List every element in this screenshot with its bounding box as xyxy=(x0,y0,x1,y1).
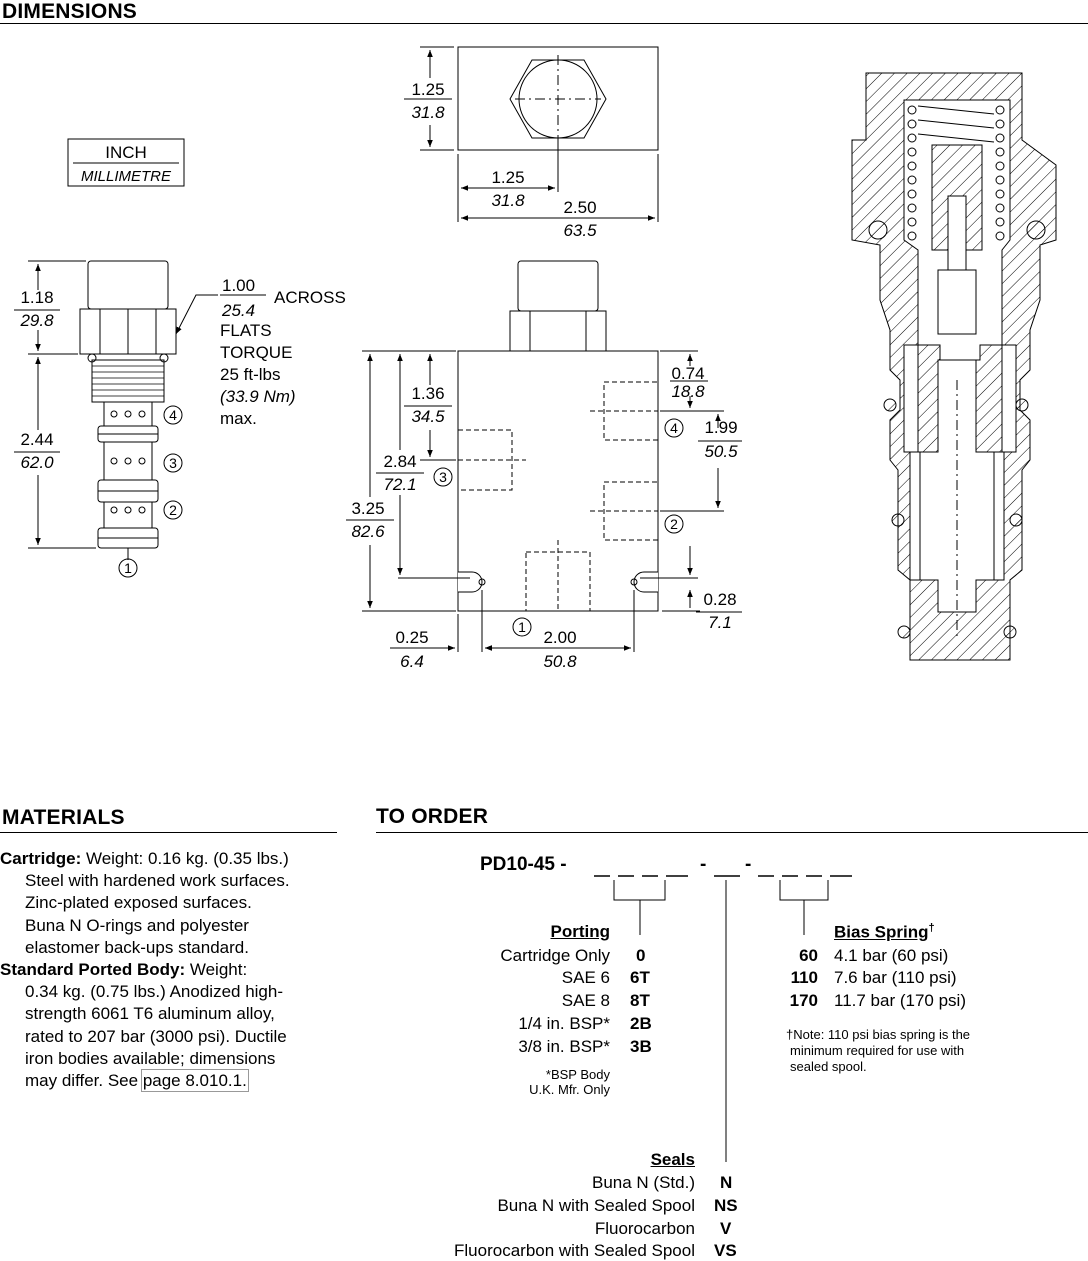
torque-max: max. xyxy=(220,409,257,428)
dim-cart-top-mm: 29.8 xyxy=(20,311,54,330)
svg-text:2: 2 xyxy=(169,502,177,518)
porting-option-label: SAE 8 xyxy=(561,991,610,1010)
body-line: strength 6061 T6 aluminum alloy, xyxy=(25,1004,275,1024)
dim-028-in: 0.28 xyxy=(703,590,737,609)
dim-028-mm: 7.1 xyxy=(708,613,732,632)
dim-flats-in: 1.00 xyxy=(222,276,256,295)
torque-value: 25 ft-lbs xyxy=(220,365,281,384)
porting-option-code: 2B xyxy=(630,1014,652,1033)
svg-text:3: 3 xyxy=(439,469,447,485)
dim-074-mm: 18.8 xyxy=(671,382,705,401)
bias-dagger: † xyxy=(928,922,935,934)
dim-199-in: 1.99 xyxy=(704,418,738,437)
bias-note-line: sealed spool. xyxy=(790,1059,867,1074)
dim-199-mm: 50.5 xyxy=(704,442,738,461)
svg-text:4: 4 xyxy=(169,407,177,423)
port-marker-2-cartridge xyxy=(164,501,182,519)
materials-header: MATERIALS xyxy=(2,806,125,829)
seals-option-label: Buna N with Sealed Spool xyxy=(497,1196,695,1215)
port-marker-4-cartridge xyxy=(164,406,182,424)
porting-option-code: 8T xyxy=(630,991,650,1010)
dim-136-mm: 34.5 xyxy=(411,407,445,426)
seals-option-label: Fluorocarbon xyxy=(594,1219,695,1238)
dim-top-halfwidth-mm: 31.8 xyxy=(491,191,525,210)
bias-option-code: 110 xyxy=(790,968,818,987)
code-dash-2: - xyxy=(745,854,752,875)
body-weight: Weight: xyxy=(185,960,248,980)
svg-text:1: 1 xyxy=(518,619,526,635)
body-line: rated to 207 bar (3000 psi). Ductile xyxy=(25,1026,287,1046)
seals-option-code: V xyxy=(720,1219,732,1238)
cartridge-line: Steel with hardened work surfaces. xyxy=(25,871,290,891)
body-last-line: may differ. See xyxy=(25,1071,143,1091)
porting-option-label: 3/8 in. BSP* xyxy=(518,1037,610,1056)
bsp-note-2: U.K. Mfr. Only xyxy=(529,1082,610,1097)
flats-label: FLATS xyxy=(220,321,272,340)
cartridge-line: Buna N O-rings and polyester xyxy=(25,915,249,935)
bias-option-label: 11.7 bar (170 psi) xyxy=(834,991,966,1010)
bias-option-code: 60 xyxy=(799,946,818,965)
bias-note-line: †Note: 110 psi bias spring is the xyxy=(786,1027,971,1042)
dim-top-width-in: 2.50 xyxy=(563,198,597,217)
page-reference-link[interactable]: page 8.010.1. xyxy=(142,1071,247,1091)
porting-option-code: 0 xyxy=(636,946,646,965)
bias-note-line: minimum required for use with xyxy=(790,1043,965,1058)
bias-option-code: 170 xyxy=(789,991,818,1010)
seals-option-code: VS xyxy=(714,1241,737,1260)
dimensions-header: DIMENSIONS xyxy=(2,0,138,23)
legend-inch: INCH xyxy=(105,143,147,162)
port-marker-2-body xyxy=(665,515,683,533)
dim-325-mm: 82.6 xyxy=(351,522,385,541)
dim-cart-len-in: 2.44 xyxy=(20,430,54,449)
bias-option-label: 7.6 bar (110 psi) xyxy=(834,968,957,987)
dim-025-mm: 6.4 xyxy=(400,652,424,671)
porting-option-code: 6T xyxy=(630,968,650,987)
seals-option-code: NS xyxy=(714,1196,738,1215)
cartridge-line: Zinc-plated exposed surfaces. xyxy=(25,893,252,913)
port-marker-4-body xyxy=(665,419,683,437)
dim-074-in: 0.74 xyxy=(671,364,705,383)
port-marker-1-body xyxy=(513,618,531,636)
svg-text:2: 2 xyxy=(670,516,678,532)
dim-top-height-mm: 31.8 xyxy=(411,103,445,122)
bias-option-label: 4.1 bar (60 psi) xyxy=(834,946,949,965)
cartridge-cross-section xyxy=(852,73,1056,660)
dim-136-in: 1.36 xyxy=(411,384,445,403)
dim-284-mm: 72.1 xyxy=(383,475,417,494)
dim-200-mm: 50.8 xyxy=(543,652,577,671)
dim-200-in: 2.00 xyxy=(543,628,577,647)
body-label: Standard Ported Body: xyxy=(0,960,186,980)
porting-option-label: SAE 6 xyxy=(561,968,610,987)
bsp-note-1: *BSP Body xyxy=(545,1067,610,1082)
port-marker-3-cartridge xyxy=(164,454,182,472)
body-line: 0.34 kg. (0.75 lbs.) Anodized high- xyxy=(25,982,283,1002)
body-line: iron bodies available; dimensions xyxy=(25,1048,276,1068)
seals-title: Seals xyxy=(650,1150,695,1169)
to-order-header: TO ORDER xyxy=(376,805,489,828)
svg-text:1: 1 xyxy=(124,560,132,576)
dim-flats-mm: 25.4 xyxy=(222,301,256,320)
top-view-block xyxy=(404,47,658,222)
dim-top-halfwidth-in: 1.25 xyxy=(491,168,525,187)
svg-text:4: 4 xyxy=(670,420,678,436)
seals-option-label: Fluorocarbon with Sealed Spool xyxy=(454,1241,695,1260)
dim-cart-top-in: 1.18 xyxy=(20,288,54,307)
across-label: ACROSS xyxy=(274,288,346,307)
cartridge-label: Cartridge: xyxy=(0,849,82,868)
torque-nm: (33.9 Nm) xyxy=(220,387,296,406)
porting-title: Porting xyxy=(550,922,610,941)
model-code: PD10-45 - xyxy=(480,854,567,875)
code-dash-1: - xyxy=(700,854,707,875)
dim-top-height-in: 1.25 xyxy=(411,80,445,99)
torque-label: TORQUE xyxy=(220,343,293,362)
svg-text:3: 3 xyxy=(169,455,177,471)
porting-option-label: 1/4 in. BSP* xyxy=(518,1014,610,1033)
porting-option-label: Cartridge Only xyxy=(500,946,610,965)
dim-325-in: 3.25 xyxy=(351,499,385,518)
cartridge-weight: Weight: 0.16 kg. (0.35 lbs.) xyxy=(81,849,289,868)
seals-option-code: N xyxy=(720,1173,733,1192)
bias-spring-title: Bias Spring† xyxy=(834,922,935,942)
port-marker-1-cartridge xyxy=(119,559,137,577)
cartridge-line: elastomer back-ups standard. xyxy=(25,937,249,957)
porting-option-code: 3B xyxy=(630,1037,652,1056)
dim-top-width-mm: 63.5 xyxy=(563,221,597,240)
seals-option-label: Buna N (Std.) xyxy=(592,1173,695,1192)
port-marker-3-body xyxy=(434,468,452,486)
legend-mm: MILLIMETRE xyxy=(80,168,172,185)
dim-025-in: 0.25 xyxy=(395,628,429,647)
dim-cart-len-mm: 62.0 xyxy=(20,453,54,472)
dim-284-in: 2.84 xyxy=(383,452,417,471)
